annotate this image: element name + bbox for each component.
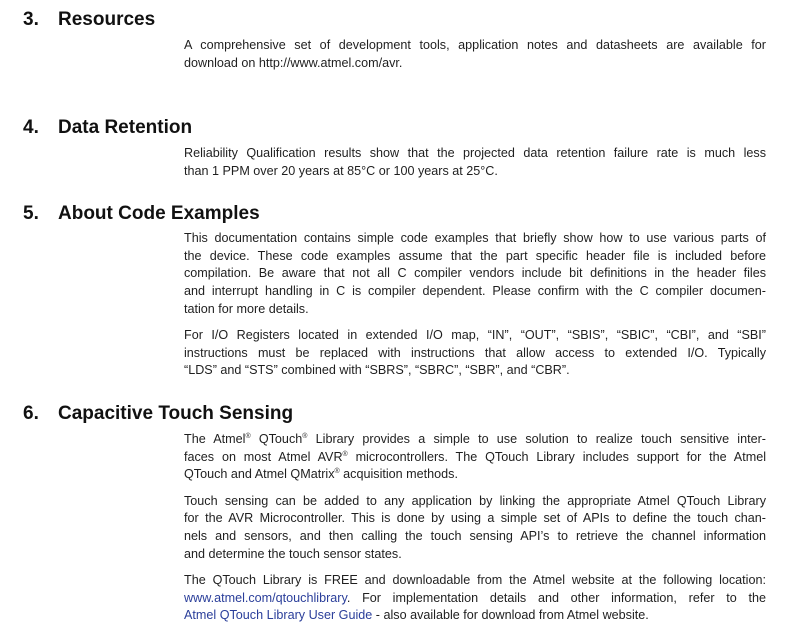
section-body [184, 230, 766, 380]
text-line: “LDS” and “STS” combined with “SBRS”, “SBRC”, “SBR”, and “CBR”. [184, 363, 570, 378]
paragraph [184, 327, 766, 380]
text-line: A comprehensive set of development tools, application notes and datasheets are available for [184, 38, 766, 52]
section-title: Data Retention [58, 117, 193, 138]
paragraph [184, 431, 766, 484]
text-line: faces on most Atmel AVR® microcontrollers. The QTouch Library includes support for the Atmel [184, 449, 766, 464]
text-line: compilation. Be aware that not all C compiler vendors include bit definitions in the header files [184, 266, 766, 281]
text-line: www.atmel.com/qtouchlibrary. For implementation details and other information, refer to the [184, 590, 766, 605]
paragraph [184, 230, 766, 319]
section-body [184, 145, 766, 180]
text-line: For I/O Registers located in extended I/O map, “IN”, “OUT”, “SBIS”, “SBIC”, “CBI”, and “SBI” [184, 328, 766, 343]
text-line: The Atmel® QTouch® Library provides a simple to use solution to realize touch sensitive inter- [184, 432, 767, 446]
paragraph [184, 37, 766, 72]
text-line: Touch sensing can be added to any application by linking the appropriate Atmel QTouch Library [184, 493, 766, 508]
text-line: This documentation contains simple code examples that briefly show how to use various parts of [184, 231, 766, 245]
section-body [184, 431, 766, 625]
section-number: 5. [23, 203, 39, 224]
section-heading [23, 403, 293, 425]
text-line: nels and sensors, and then calling the touch sensing API’s to retrieve the channel information [184, 529, 766, 544]
text-line: than 1 PPM over 20 years at 85°C or 100 years at 25°C. [184, 163, 498, 178]
text-line: the device. These code examples assume that the part specific header file is included before [184, 248, 766, 263]
section-number: 4. [23, 117, 39, 138]
section-title: Resources [58, 9, 156, 30]
text-line: and interrupt handling in C is compiler dependent. Please confirm with the C compiler documen- [184, 284, 766, 299]
text-line: The QTouch Library is FREE and downloadable from the Atmel website at the following location: [184, 572, 766, 587]
paragraph [184, 145, 766, 180]
section-heading [23, 9, 155, 31]
text-line: download on http://www.atmel.com/avr. [184, 55, 403, 70]
text-line: and determine the touch sensor states. [184, 546, 402, 561]
section-title: About Code Examples [58, 203, 260, 224]
user-guide-link[interactable]: Atmel QTouch Library User Guide [184, 608, 373, 623]
text-line: Reliability Qualification results show that the projected data retention failure rate is much less [184, 146, 766, 160]
section-number: 3. [23, 9, 39, 30]
paragraph [184, 572, 766, 625]
section-title: Capacitive Touch Sensing [58, 403, 294, 424]
section-number: 6. [23, 403, 39, 424]
text-line: instructions must be replaced with instructions that allow access to extended I/O. Typically [184, 345, 766, 360]
qtouch-library-link[interactable]: www.atmel.com/qtouchlibrary [184, 590, 347, 605]
section-heading [23, 203, 260, 225]
text-line: for the AVR Microcontroller. This is done by using a simple set of APIs to define the touch chan- [184, 511, 766, 526]
paragraph [184, 493, 766, 564]
text-line: tation for more details. [184, 301, 309, 316]
text-line: Atmel QTouch Library User Guide - also available for download from Atmel website. [184, 608, 649, 623]
text-line: QTouch and Atmel QMatrix® acquisition methods. [184, 467, 458, 482]
section-body [184, 37, 766, 72]
section-heading [23, 117, 192, 139]
